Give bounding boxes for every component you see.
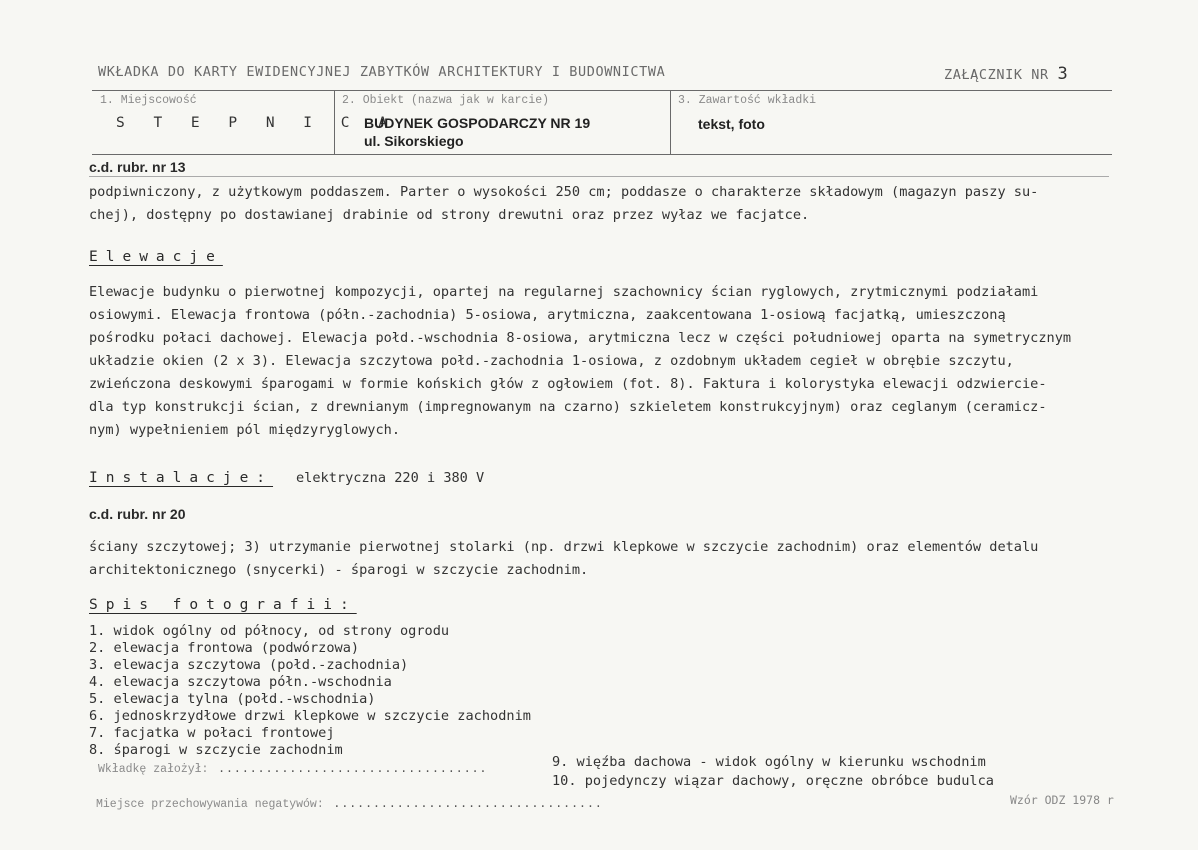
spis-list	[89, 623, 531, 759]
zalacznik-text: ZAŁĄCZNIK NR	[944, 67, 1049, 83]
miejscowosc-value: S T E P N I C A	[116, 115, 397, 131]
zalacznik-number: 3	[1057, 64, 1069, 84]
spis-item: 7. facjatka w połaci frontowej	[89, 725, 335, 741]
wzor-label: Wzór ODZ 1978 r	[1010, 793, 1114, 807]
cd20-line: ściany szczytowej; 3) utrzymanie pierwotnej stolarki (np. drzwi klepkowe w szczycie zachodnim) oraz elementów detalu	[89, 539, 1039, 555]
zawartosc-label: 3. Zawartość wkładki	[678, 94, 817, 107]
spis-item: 5. elewacja tylna (połd.-wschodnia)	[89, 691, 376, 707]
header-rule-top	[92, 90, 1112, 91]
cd20-line: architektonicznego (snycerki) - śparogi w szczycie zachodnim.	[89, 562, 589, 578]
spis-item: 2. elewacja frontowa (podwórzowa)	[89, 640, 360, 656]
spis-item: 3. elewacja szczytowa (połd.-zachodnia)	[89, 657, 409, 673]
spis-heading: Spis fotografii:	[89, 597, 357, 613]
miejsce-dots: ..................................	[333, 796, 603, 810]
miejscowosc-label: 1. Miejscowość	[100, 94, 197, 107]
cd13-paragraph	[89, 181, 1119, 227]
cd13-line: chej), dostępny po dostawianej drabinie od strony drewutni oraz przez wyłaz we facjatce.	[89, 207, 810, 223]
elewacje-line: pośrodku połaci dachowej. Elewacja połd.-wschodnia 8-osiowa, arytmiczna lecz w części południowej oparta na symetrycznym	[89, 330, 1072, 346]
elewacje-line: osiowymi. Elewacja frontowa (półn.-zachodnia) 5-osiowa, arytmiczna, zaakcentowana 1-osiową facjatką, umieszczoną	[89, 307, 1006, 323]
header-divider-2	[670, 91, 671, 154]
obiekt-value-line2: ul. Sikorskiego	[364, 133, 464, 149]
cd20-paragraph	[89, 536, 1119, 582]
miejsce-label: Miejsce przechowywania negatywów:	[96, 798, 324, 811]
spis-item: 8. śparogi w szczycie zachodnim	[89, 742, 343, 758]
form-title: WKŁADKA DO KARTY EWIDENCYJNEJ ZABYTKÓW ARCHITEKTURY I BUDOWNICTWA	[98, 64, 666, 80]
spis-item: 6. jednoskrzydłowe drzwi klepkowe w szczycie zachodnim	[89, 708, 531, 724]
cd13-heading: c.d. rubr. nr 13	[89, 159, 186, 175]
spis-item: 10. pojedynczy wiązar dachowy, oręczne obróbce budulca	[552, 773, 994, 789]
elewacje-line: dla typ konstrukcji ścian, z drewnianym (impregnowanym na czarno) szkieletem konstrukcyjnym) oraz ceglanym (ceramicz-	[89, 399, 1047, 415]
spis-list-right	[552, 753, 994, 791]
header-rule-bottom	[92, 154, 1112, 155]
zalacznik-label	[944, 64, 1068, 84]
elewacje-line: układzie okien (2 x 3). Elewacja szczytowa połd.-zachodnia 1-osiowa, z ozdobnym układem cegieł w obrębie szczytu,	[89, 353, 1014, 369]
instalacje-heading: Instalacje:	[89, 470, 274, 486]
cd13-line: podpiwniczony, z użytkowym poddaszem. Parter o wysokości 250 cm; poddasze o charakterze składowym (magazyn paszy su-	[89, 184, 1039, 200]
miejsce-przechowywania	[96, 792, 603, 811]
elewacje-heading: Elewacje	[89, 249, 223, 265]
elewacje-line: zwieńczona deskowymi śparogami w formie końskich głów z ogłowiem (fot. 8). Faktura i kolorystyka elewacji odzwiercie-	[89, 376, 1047, 392]
obiekt-value-line1: BUDYNEK GOSPODARCZY NR 19	[364, 115, 591, 131]
spis-item: 1. widok ogólny od północy, od strony ogrodu	[89, 623, 450, 639]
wkladke-label: Wkładkę założył:	[98, 763, 209, 776]
spis-item: 4. elewacja szczytowa półn.-wschodnia	[89, 674, 392, 690]
instalacje-value: elektryczna 220 i 380 V	[296, 470, 485, 486]
elewacje-line: nym) wypełnieniem pól międzyryglowych.	[89, 422, 400, 438]
cd20-heading: c.d. rubr. nr 20	[89, 506, 186, 522]
spis-item: 9. więźba dachowa - widok ogólny w kierunku wschodnim	[552, 754, 986, 770]
elewacje-line: Elewacje budynku o pierwotnej kompozycji, opartej na regularnej szachownicy ścian ryglowych, zrytmicznymi podziałami	[89, 284, 1039, 300]
obiekt-label: 2. Obiekt (nazwa jak w karcie)	[342, 94, 550, 107]
wkladke-dots: ..................................	[218, 761, 488, 775]
zawartosc-value: tekst, foto	[698, 116, 765, 132]
wkladke-zalozyl	[98, 757, 487, 776]
cd13-rule	[89, 176, 1109, 177]
elewacje-paragraph	[89, 281, 1119, 442]
